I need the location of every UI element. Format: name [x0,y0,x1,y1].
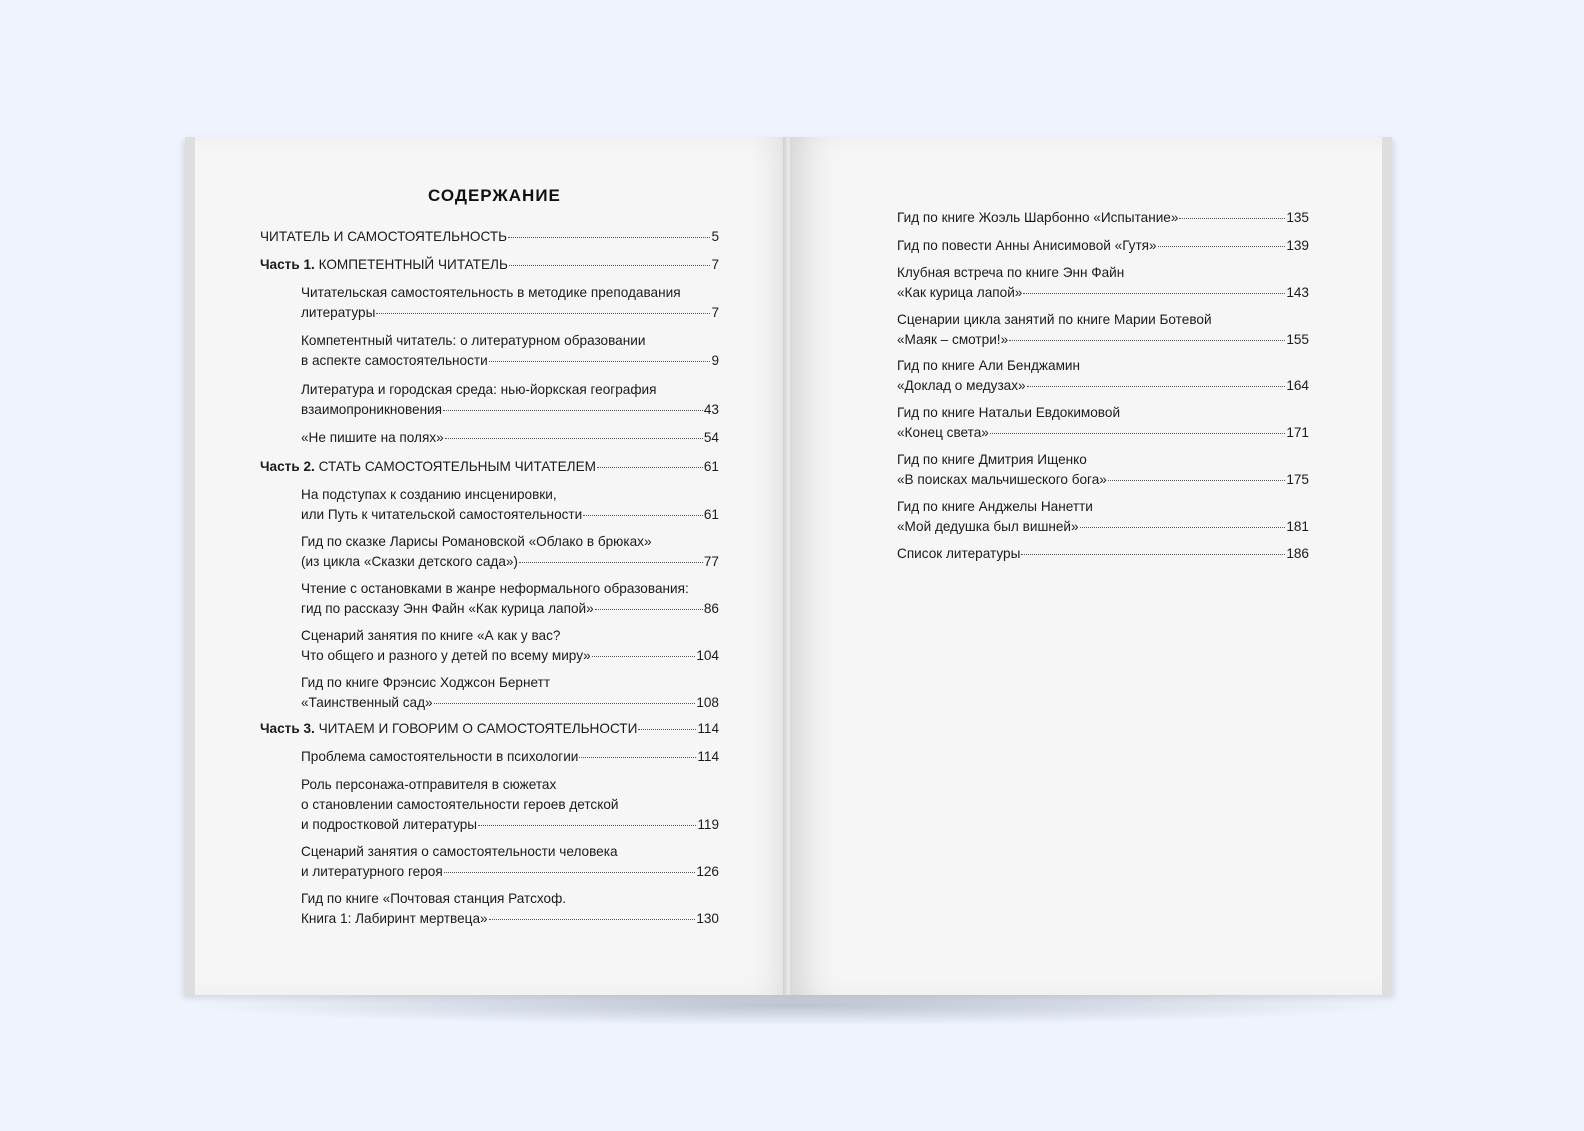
toc-entry-title: Гид по книге Анджелы Нанетти [897,499,1093,514]
dot-leader [597,466,703,468]
toc-entry-title: На подступах к созданию инсценировки, [301,487,557,502]
dot-leader [444,871,696,873]
toc-entry-title: «Как курица лапой» [897,285,1023,300]
toc-entry-title: взаимопроникновения [301,402,443,417]
toc-entry-title: «Маяк – смотри!» [897,332,1009,347]
toc-entry [260,719,719,739]
page-number: 175 [1286,472,1309,487]
toc-entry-title: гид по рассказу Энн Файн «Как курица лапой» [301,601,594,616]
dot-leader [489,360,711,362]
toc-entry-title: «Таинственный сад» [301,695,433,710]
dot-leader [376,312,710,314]
toc-entry [897,497,1309,537]
toc-entry [260,227,719,247]
page-number: 5 [711,229,719,244]
dot-leader [1158,245,1286,247]
page-number: 7 [711,257,719,272]
dot-leader [592,655,696,657]
page-number: 43 [703,402,719,417]
page-number: 114 [697,749,719,764]
toc-entry-title: в аспекте самостоятельности [301,353,488,368]
toc-entry [897,236,1309,256]
toc-entry [260,255,719,275]
toc-entry [301,428,719,448]
dot-leader [583,514,703,516]
page-number: 164 [1286,378,1309,393]
page-number: 108 [696,695,719,710]
dot-leader [443,409,703,411]
toc-entry [301,331,719,371]
dot-leader [1108,479,1285,481]
toc-entry-title: литературы [301,305,376,320]
toc-entry [301,673,719,713]
toc-entry [260,457,719,477]
toc-entry-title: Часть 1. КОМПЕТЕНТНЫЙ ЧИТАТЕЛЬ [260,257,508,272]
toc-entry-title: Гид по книге Дмитрия Ищенко [897,452,1087,467]
toc-entry-title: Сценарий занятия о самостоятельности человека [301,844,618,859]
toc-entry [301,532,719,572]
toc-entry [301,283,719,323]
toc-entry [897,356,1309,396]
dot-leader [445,437,703,439]
page-number: 61 [703,507,719,522]
dot-leader [478,824,696,826]
dot-leader [1023,292,1285,294]
toc-entry-title: (из цикла «Сказки детского сада») [301,554,518,569]
page-number: 171 [1286,425,1309,440]
page-number: 155 [1286,332,1309,347]
page-number: 9 [711,353,719,368]
toc-entry [897,450,1309,490]
toc-entry-title: Гид по книге Натальи Евдокимовой [897,405,1121,420]
page-number: 130 [696,911,719,926]
page-number: 181 [1286,519,1309,534]
toc-entry-title: Гид по книге Фрэнсис Ходжсон Бернетт [301,675,551,690]
toc-entry-title: «В поисках мальчишеского бога» [897,472,1107,487]
toc-entry-title: Клубная встреча по книге Энн Файн [897,265,1125,280]
toc-entry-title: Книга 1: Лабиринт мертвеца» [301,911,488,926]
toc-entry-title: или Путь к читательской самостоятельности [301,507,583,522]
dot-leader [1021,553,1285,555]
page-number: 7 [711,305,719,320]
toc-entry-title: ЧИТАТЕЛЬ И САМОСТОЯТЕЛЬНОСТЬ [260,229,508,244]
dot-leader [595,608,703,610]
dot-leader [509,264,711,266]
dot-leader [990,432,1285,434]
toc-entry [301,842,719,882]
toc-entry-title: «Мой дедушка был вишней» [897,519,1079,534]
toc-entry [897,544,1309,564]
page-number: 119 [697,817,719,832]
toc-entry-title: Что общего и разного у детей по всему миру» [301,648,591,663]
dot-leader [638,728,696,730]
page-number: 143 [1286,285,1309,300]
dot-leader [1027,385,1286,387]
page-number: 114 [697,721,719,736]
dot-leader [489,918,696,920]
toc-entry-title: Гид по книге Жоэль Шарбонно «Испытание» [897,210,1179,225]
toc-entry-title: Гид по книге Али Бенджамин [897,358,1081,373]
page-number: 86 [703,601,719,616]
toc-entry-title: Проблема самостоятельности в психологии [301,749,579,764]
toc-entry-title: Часть 2. СТАТЬ САМОСТОЯТЕЛЬНЫМ ЧИТАТЕЛЕМ [260,459,596,474]
toc-entry-title: Список литературы [897,546,1021,561]
toc-entry [897,263,1309,303]
toc-entry-title: Гид по книге «Почтовая станция Ратсхоф. [301,891,567,906]
toc-entry [301,747,719,767]
part-label: Часть 1. [260,257,315,272]
toc-entry-title: Чтение с остановками в жанре неформального образования: [301,581,689,596]
toc-entry-title: и литературного героя [301,864,443,879]
toc-title: СОДЕРЖАНИЕ [428,186,561,205]
part-label: Часть 2. [260,459,315,474]
toc-entry [897,310,1309,350]
toc-entry [301,579,719,619]
toc-entry [301,775,719,835]
toc-entry-title: «Не пишите на полях» [301,430,444,445]
toc-entry [301,485,719,525]
toc-entry-title: Часть 3. ЧИТАЕМ И ГОВОРИМ О САМОСТОЯТЕЛЬНОСТИ [260,721,638,736]
page-number: 186 [1286,546,1309,561]
toc-entry [897,403,1309,443]
toc-entry [897,208,1309,228]
part-label: Часть 3. [260,721,315,736]
toc-entry [301,889,719,929]
dot-leader [1080,526,1286,528]
book-spine-gutter [783,137,792,995]
page-number: 77 [703,554,719,569]
dot-leader [434,702,696,704]
toc-entry-title: «Конец света» [897,425,989,440]
toc-entry-title: и подростковой литературы [301,817,478,832]
dot-leader [519,561,703,563]
page-number: 104 [696,648,719,663]
page-number: 54 [703,430,719,445]
toc-entry-title: Гид по повести Анны Анисимовой «Гутя» [897,238,1157,253]
toc-entry-title: Сценарий занятия по книге «А как у вас? [301,628,561,643]
page-number: 135 [1286,210,1309,225]
toc-entry-title: Роль персонажа-отправителя в сюжетах [301,777,557,792]
dot-leader [1179,217,1285,219]
page-number: 61 [703,459,719,474]
toc-entry-title: Гид по сказке Ларисы Романовской «Облако в брюках» [301,534,652,549]
toc-entry [301,626,719,666]
toc-entry-title: Читательская самостоятельность в методике преподавания [301,285,681,300]
toc-entry-title: о становлении самостоятельности героев детской [301,797,619,812]
dot-leader [1009,339,1285,341]
dot-leader [579,756,696,758]
toc-entry [301,380,719,420]
toc-entry-title: Компетентный читатель: о литературном образовании [301,333,646,348]
page-number: 139 [1286,238,1309,253]
dot-leader [508,236,710,238]
toc-entry-title: «Доклад о медузах» [897,378,1026,393]
toc-entry-title: Литература и городская среда: нью-йоркская география [301,382,657,397]
toc-entry-title: Сценарии цикла занятий по книге Марии Ботевой [897,312,1212,327]
page-number: 126 [696,864,719,879]
